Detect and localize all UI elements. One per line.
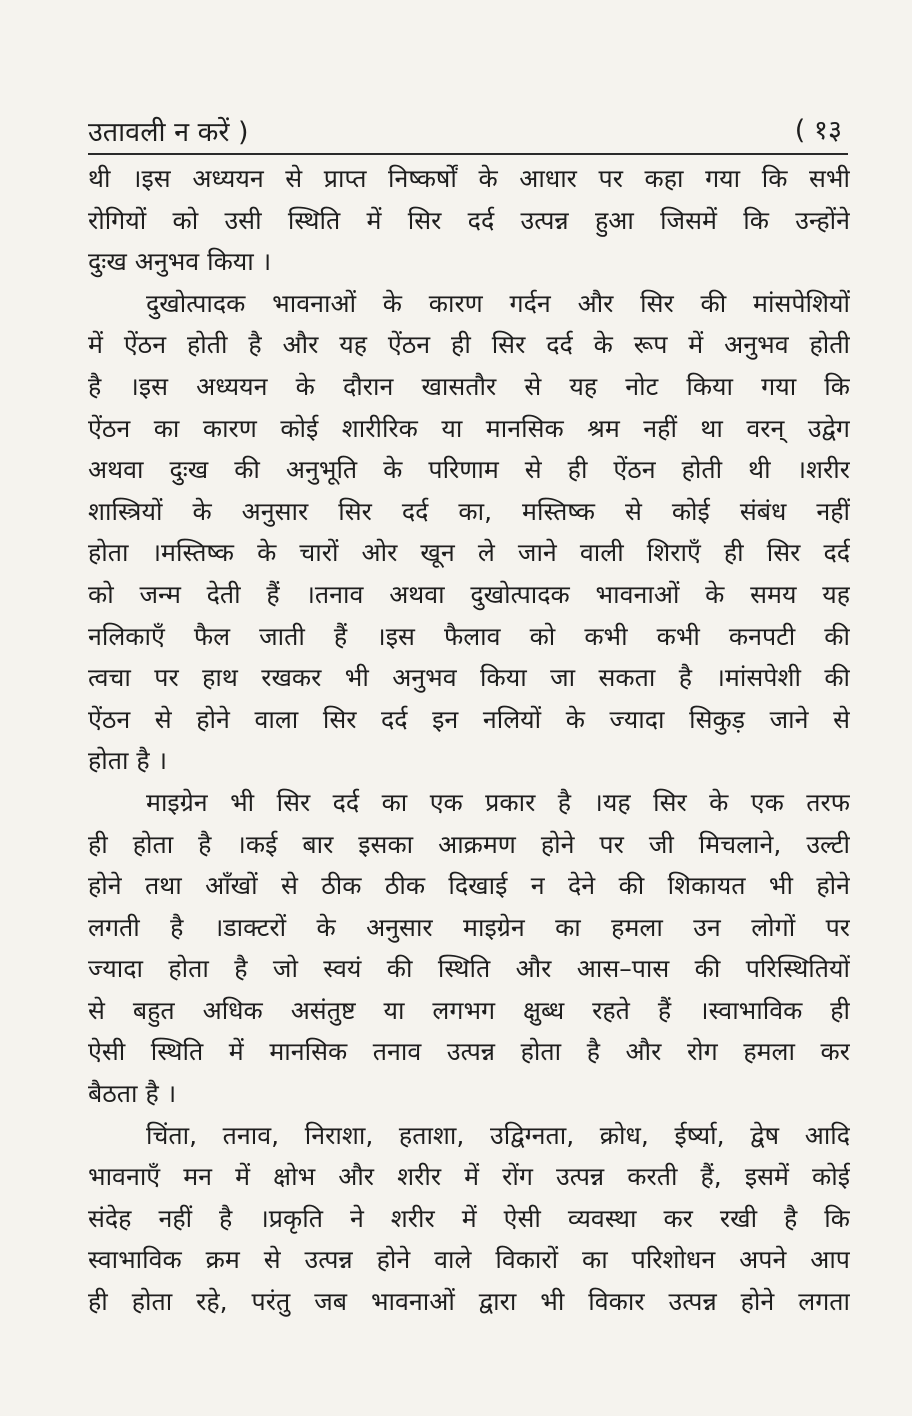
text-line: बैठता है । bbox=[88, 1079, 177, 1109]
text-line: होता ।मस्तिष्क के चारों ओर खून ले जाने वाली शिराएँ ही सिर दर्द bbox=[88, 538, 850, 568]
text-line: दुखोत्पादक भावनाओं के कारण गर्दन और सिर की मांसपेशियों bbox=[146, 288, 850, 318]
text-line: ऐंठन से होने वाला सिर दर्द इन नलियों के ज्यादा सिकुड़ जाने से bbox=[88, 704, 850, 734]
paragraph-4 bbox=[88, 1115, 850, 1323]
text-line: चिंता, तनाव, निराशा, हताशा, उद्विग्नता, क्रोध, ईर्ष्या, द्वेष आदि bbox=[146, 1120, 850, 1150]
text-line: ऐंठन का कारण कोई शारीरिक या मानसिक श्रम नहीं था वरन् उद्वेग bbox=[88, 413, 850, 443]
text-line: है ।इस अध्ययन के दौरान खासतौर से यह नोट किया गया कि bbox=[88, 371, 850, 401]
text-line: ऐसी स्थिति में मानसिक तनाव उत्पन्न होता है और रोग हमला कर bbox=[88, 1037, 850, 1067]
text-line: भावनाएँ मन में क्षोभ और शरीर में रोंग उत्पन्न करती हैं, इसमें कोई bbox=[88, 1162, 850, 1192]
paragraph-1 bbox=[88, 158, 850, 283]
text-line: शास्त्रियों के अनुसार सिर दर्द का, मस्तिष्क से कोई संबंध नहीं bbox=[88, 496, 850, 526]
body-text bbox=[88, 158, 850, 1323]
chapter-title: उतावली न करें ) bbox=[88, 117, 249, 148]
text-line: संदेह नहीं है ।प्रकृति ने शरीर में ऐसी व्यवस्था कर रखी है कि bbox=[88, 1203, 850, 1233]
text-line: से बहुत अधिक असंतुष्ट या लगभग क्षुब्ध रहते हैं ।स्वाभाविक ही bbox=[88, 995, 850, 1025]
text-line: होने तथा आँखों से ठीक ठीक दिखाई न देने की शिकायत भी होने bbox=[88, 871, 850, 901]
text-line: लगती है ।डाक्टरों के अनुसार माइग्रेन का हमला उन लोगों पर bbox=[88, 912, 850, 942]
text-line: अथवा दुःख की अनुभूति के परिणाम से ही ऐंठन होती थी ।शरीर bbox=[88, 455, 850, 485]
text-line: में ऐंठन होती है और यह ऐंठन ही सिर दर्द के रूप में अनुभव होती bbox=[88, 330, 850, 360]
text-line: स्वाभाविक क्रम से उत्पन्न होने वाले विकारों का परिशोधन अपने आप bbox=[88, 1245, 850, 1275]
text-line: ही होता रहे, परंतु जब भावनाओं द्वारा भी विकार उत्पन्न होने लगता bbox=[88, 1287, 850, 1317]
text-line: रोगियों को उसी स्थिति में सिर दर्द उत्पन्न हुआ जिसमें कि उन्होंने bbox=[88, 205, 850, 235]
text-line: होता है । bbox=[88, 746, 168, 776]
text-line: ज्यादा होता है जो स्वयं की स्थिति और आस–पास की परिस्थितियों bbox=[88, 954, 850, 984]
text-line: माइग्रेन भी सिर दर्द का एक प्रकार है ।यह सिर के एक तरफ bbox=[146, 787, 850, 817]
page-number: ( १३ bbox=[794, 115, 842, 146]
header-divider bbox=[88, 153, 848, 155]
text-line: त्वचा पर हाथ रखकर भी अनुभव किया जा सकता है ।मांसपेशी की bbox=[88, 663, 850, 693]
paragraph-2 bbox=[88, 283, 850, 782]
text-line: नलिकाएँ फैल जाती हैं ।इस फैलाव को कभी कभी कनपटी की bbox=[88, 621, 850, 651]
running-header bbox=[88, 108, 848, 152]
text-line: को जन्म देती हैं ।तनाव अथवा दुखोत्पादक भावनाओं के समय यह bbox=[88, 579, 850, 609]
text-line: ही होता है ।कई बार इसका आक्रमण होने पर जी मिचलाने, उल्टी bbox=[88, 829, 850, 859]
text-line: दुःख अनुभव किया । bbox=[88, 247, 272, 277]
text-line: थी ।इस अध्ययन से प्राप्त निष्कर्षों के आधार पर कहा गया कि सभी bbox=[88, 164, 850, 193]
paragraph-3 bbox=[88, 782, 850, 1115]
